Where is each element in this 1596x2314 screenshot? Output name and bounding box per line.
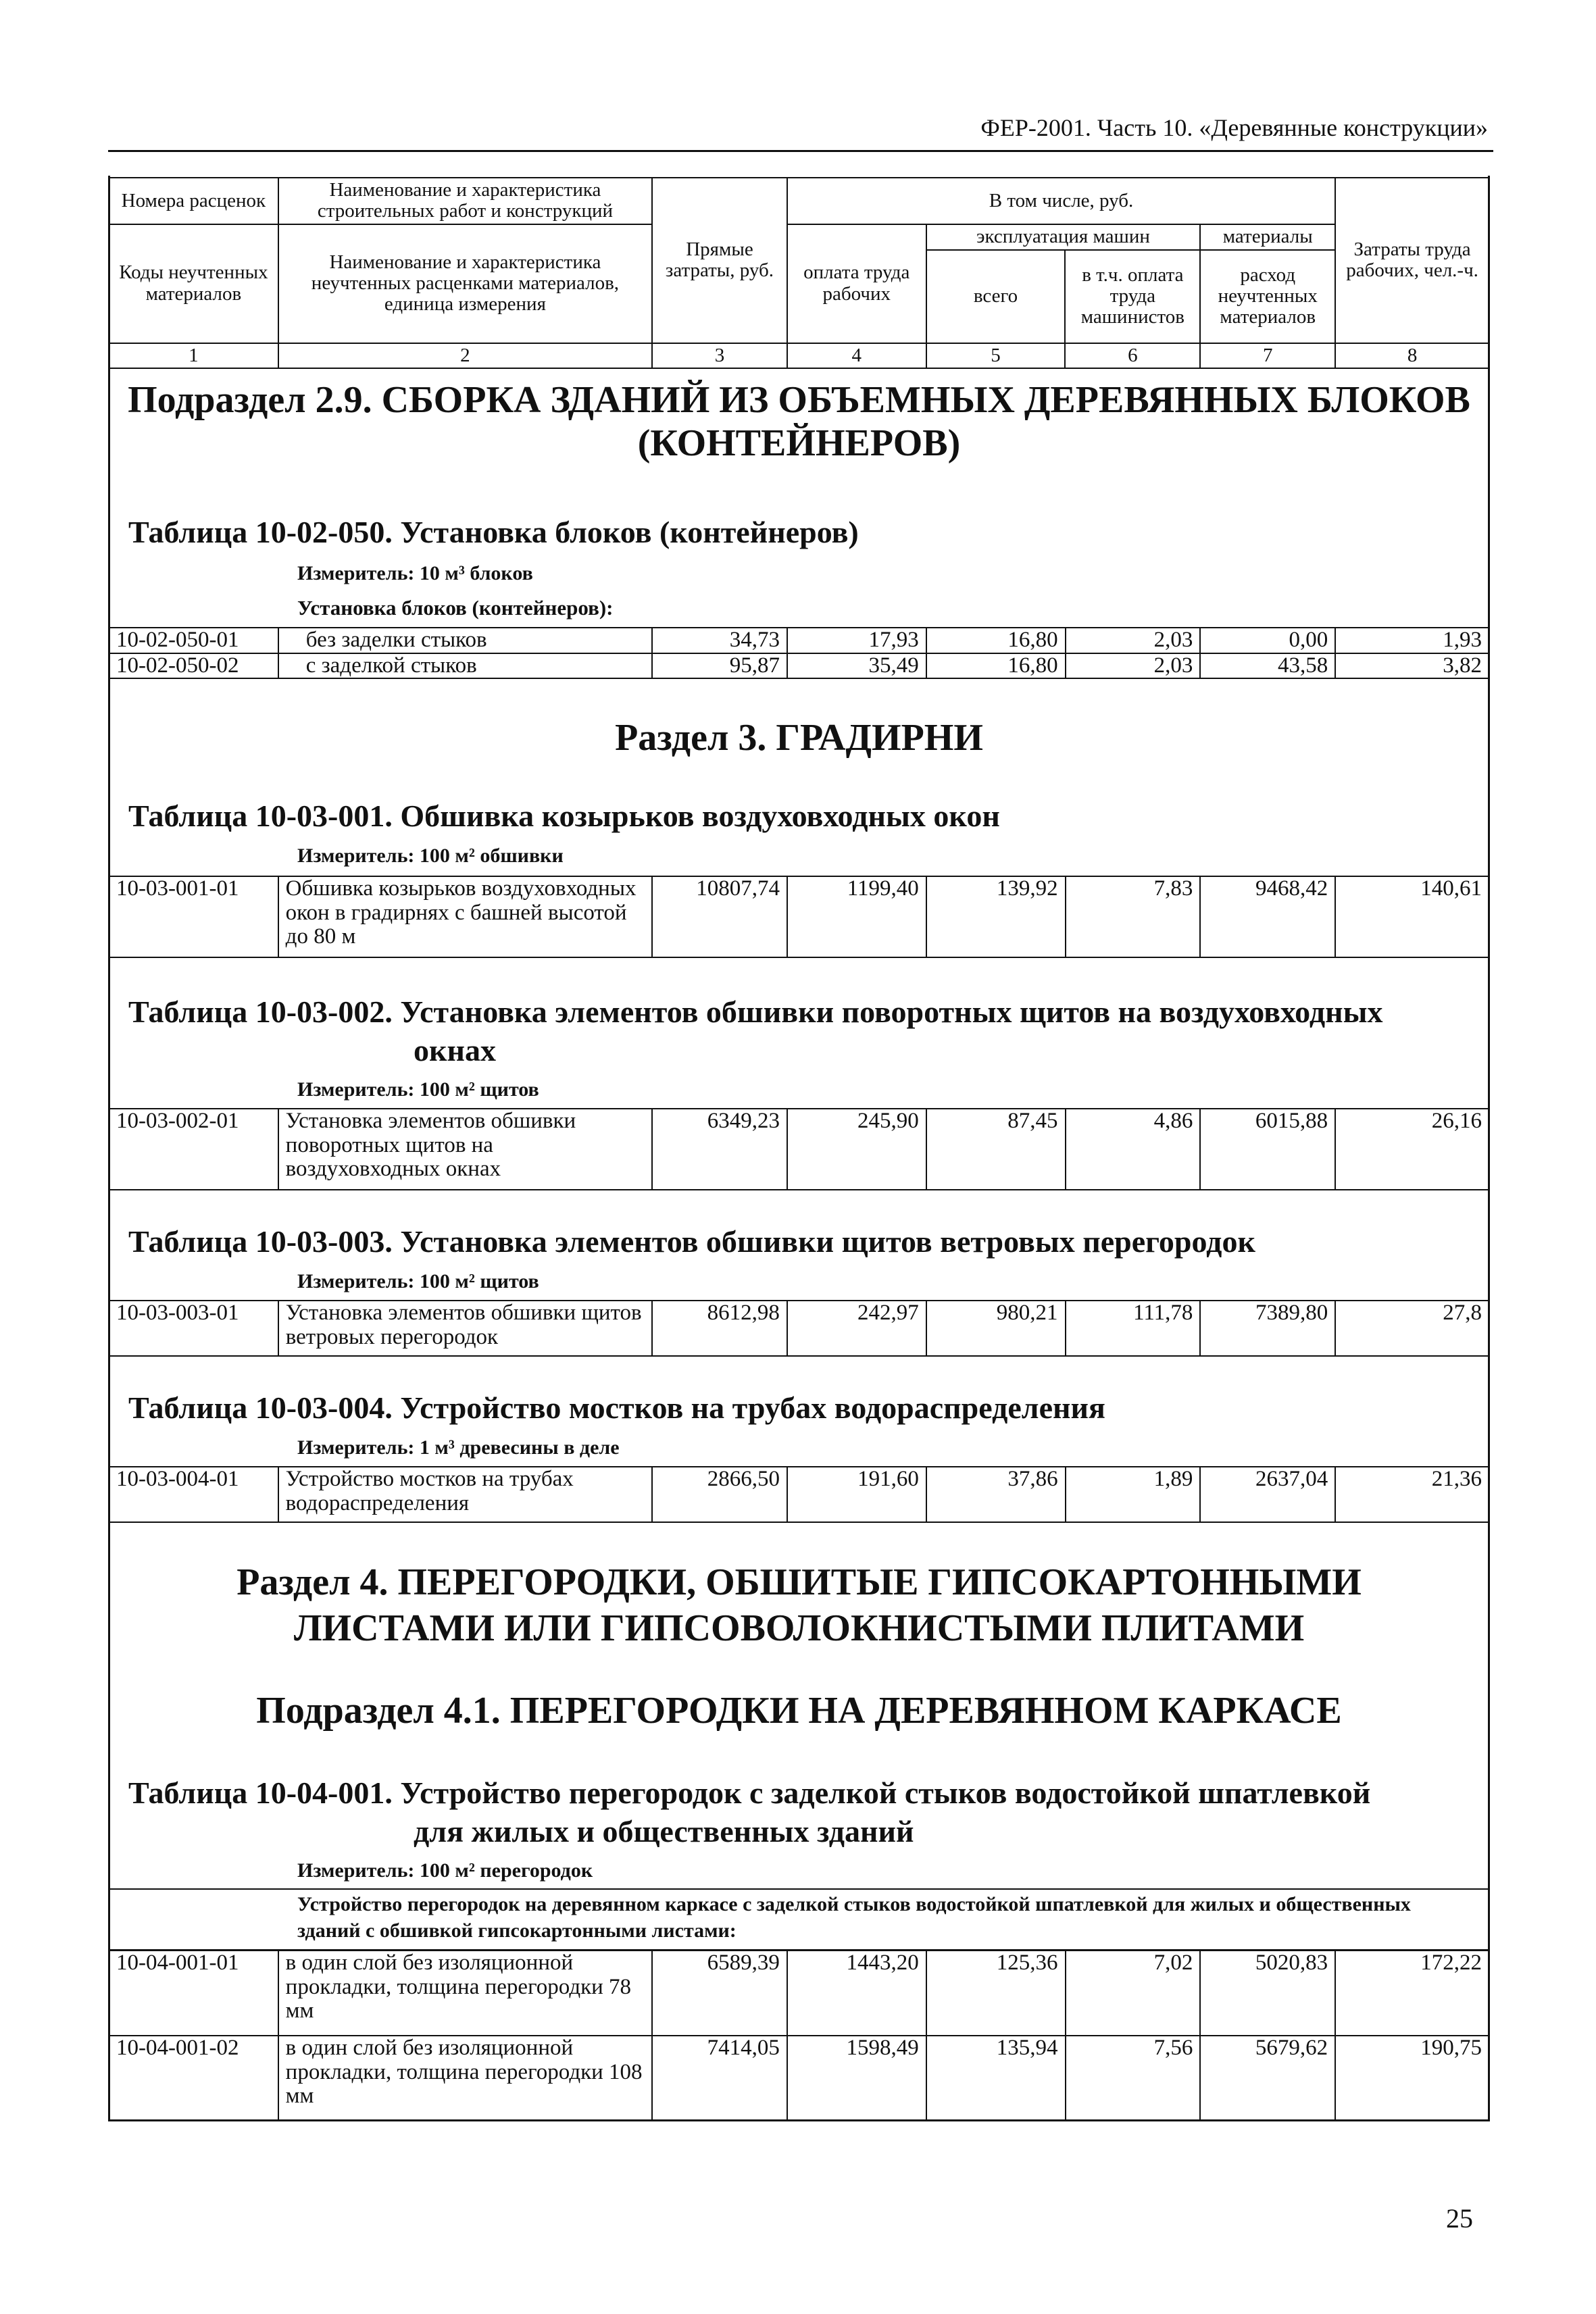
group-heading: Устройство перегородок на деревянном каркасе с заделкой стыков водостойкой шпатлевкой для жилых и общественных зданий с обшивкой гипсокартонными листами: <box>297 1893 1411 1942</box>
header-col5: всего <box>926 250 1066 343</box>
header-col2-top: Наименование и характеристика строительных работ и конструкций <box>278 178 652 224</box>
col-number: 4 <box>787 343 926 368</box>
table-row <box>109 653 1489 679</box>
table-title: Таблица 10-03-002. Установка элементов обшивки поворотных щитов на воздуховходных <box>128 995 1383 1029</box>
materials-cost: 43,58 <box>1200 653 1335 679</box>
subsection-title: Подраздел 4.1. ПЕРЕГОРОДКИ НА ДЕРЕВЯННОМ КАРКАСЕ <box>256 1690 1342 1732</box>
labor-pay: 1598,49 <box>787 2036 926 2121</box>
col-number: 7 <box>1200 343 1335 368</box>
direct-cost: 7414,05 <box>652 2036 787 2121</box>
table-row <box>109 1301 1489 1356</box>
data-table <box>108 627 1490 679</box>
header-incl: В том числе, руб. <box>787 178 1335 224</box>
table-meter: Измеритель: 1 м³ древесины в деле <box>297 1436 620 1459</box>
col-number: 2 <box>278 343 652 368</box>
labor-hours: 27,8 <box>1335 1301 1489 1356</box>
materials-cost: 9468,42 <box>1200 876 1335 957</box>
work-name: в один слой без изоляционной прокладки, толщина перегородки 108 мм <box>278 2036 652 2121</box>
section-title-cont: ЛИСТАМИ ИЛИ ГИПСОВОЛОКНИСТЫМИ ПЛИТАМИ <box>293 1607 1305 1649</box>
header-col8: Затраты труда рабочих, чел.-ч. <box>1335 178 1489 343</box>
table-title: Таблица 10-03-004. Устройство мостков на трубах водораспределения <box>128 1390 1105 1425</box>
machinists-pay: 111,78 <box>1066 1301 1201 1356</box>
machines-total: 16,80 <box>926 653 1066 679</box>
subsection-title: Подраздел 2.9. СБОРКА ЗДАНИЙ ИЗ ОБЪЕМНЫХ ДЕРЕВЯННЫХ БЛОКОВ (КОНТЕЙНЕРОВ) <box>128 379 1470 465</box>
col-number: 5 <box>926 343 1066 368</box>
labor-pay: 245,90 <box>787 1109 926 1190</box>
labor-hours: 172,22 <box>1335 1951 1489 2036</box>
labor-hours: 140,61 <box>1335 876 1489 957</box>
table-meter: Измеритель: 10 м³ блоков <box>297 562 533 584</box>
machines-total: 980,21 <box>926 1301 1066 1356</box>
materials-cost: 7389,80 <box>1200 1301 1335 1356</box>
table-title-cont: для жилых и общественных зданий <box>414 1814 914 1848</box>
data-table <box>108 1466 1490 1523</box>
labor-hours: 1,93 <box>1335 628 1489 653</box>
group-heading-box <box>108 1888 1490 1951</box>
section-title: Раздел 3. ГРАДИРНИ <box>615 717 983 759</box>
table-row <box>109 1951 1489 2036</box>
machinists-pay: 7,56 <box>1066 2036 1201 2121</box>
table-title: Таблица 10-03-003. Установка элементов обшивки щитов ветровых перегородок <box>128 1224 1255 1259</box>
group-heading: Установка блоков (контейнеров): <box>297 596 614 620</box>
table-title: Таблица 10-04-001. Устройство перегородок с заделкой стыков водостойкой шпатлевкой <box>128 1776 1371 1810</box>
rate-code: 10-04-001-02 <box>109 2036 278 2121</box>
data-table <box>108 1108 1490 1190</box>
data-table <box>108 1950 1490 2121</box>
materials-cost: 2637,04 <box>1200 1467 1335 1522</box>
col-number: 3 <box>652 343 787 368</box>
machines-total: 87,45 <box>926 1109 1066 1190</box>
header-col3: Прямые затраты, руб. <box>652 178 787 343</box>
page-number: 25 <box>1446 2203 1473 2234</box>
direct-cost: 6349,23 <box>652 1109 787 1190</box>
header-col4: оплата труда рабочих <box>787 224 926 343</box>
materials-cost: 0,00 <box>1200 628 1335 653</box>
rate-code: 10-02-050-02 <box>109 653 278 679</box>
table-row <box>109 2036 1489 2121</box>
machinists-pay: 2,03 <box>1066 628 1201 653</box>
machines-total: 135,94 <box>926 2036 1066 2121</box>
work-name: Обшивка козырьков воздуховходных окон в градирнях с башней высотой до 80 м <box>278 876 652 957</box>
header-col7: расход неучтенных материалов <box>1200 250 1335 343</box>
materials-cost: 5020,83 <box>1200 1951 1335 2036</box>
labor-pay: 1199,40 <box>787 876 926 957</box>
machinists-pay: 4,86 <box>1066 1109 1201 1190</box>
labor-pay: 17,93 <box>787 628 926 653</box>
col-number: 6 <box>1065 343 1200 368</box>
rate-code: 10-02-050-01 <box>109 628 278 653</box>
table-title-cont: окнах <box>414 1033 497 1067</box>
work-name: без заделки стыков <box>278 628 652 653</box>
labor-pay: 1443,20 <box>787 1951 926 2036</box>
work-name: в один слой без изоляционной прокладки, толщина перегородки 78 мм <box>278 1951 652 2036</box>
header-machines: эксплуатация машин <box>926 224 1201 250</box>
rate-code: 10-03-002-01 <box>109 1109 278 1190</box>
header-rule <box>108 150 1493 152</box>
section-title: Раздел 4. ПЕРЕГОРОДКИ, ОБШИТЫЕ ГИПСОКАРТОННЫМИ <box>236 1561 1362 1603</box>
machinists-pay: 7,83 <box>1066 876 1201 957</box>
labor-hours: 190,75 <box>1335 2036 1489 2121</box>
col-number: 8 <box>1335 343 1489 368</box>
header-col6: в т.ч. оплата труда машинистов <box>1065 250 1200 343</box>
direct-cost: 2866,50 <box>652 1467 787 1522</box>
table-row <box>109 628 1489 653</box>
data-table <box>108 876 1490 958</box>
work-name: с заделкой стыков <box>278 653 652 679</box>
labor-pay: 242,97 <box>787 1301 926 1356</box>
machinists-pay: 1,89 <box>1066 1467 1201 1522</box>
machines-total: 16,80 <box>926 628 1066 653</box>
direct-cost: 95,87 <box>652 653 787 679</box>
direct-cost: 10807,74 <box>652 876 787 957</box>
data-table <box>108 1300 1490 1357</box>
labor-hours: 3,82 <box>1335 653 1489 679</box>
table-title: Таблица 10-03-001. Обшивка козырьков воздуховходных окон <box>128 799 1000 833</box>
table-meter: Измеритель: 100 м² щитов <box>297 1270 539 1292</box>
table-meter: Измеритель: 100 м² обшивки <box>297 845 564 867</box>
table-row <box>109 876 1489 957</box>
table-meter: Измеритель: 100 м² щитов <box>297 1078 539 1101</box>
machines-total: 37,86 <box>926 1467 1066 1522</box>
column-header-table <box>108 177 1490 369</box>
work-name: Установка элементов обшивки щитов ветровых перегородок <box>278 1301 652 1356</box>
work-name: Устройство мостков на трубах водораспределения <box>278 1467 652 1522</box>
running-header: ФЕР-2001. Часть 10. «Деревянные конструкции» <box>980 114 1488 141</box>
labor-hours: 26,16 <box>1335 1109 1489 1190</box>
direct-cost: 6589,39 <box>652 1951 787 2036</box>
header-col2-bottom: Наименование и характеристика неучтенных расценками материалов, единица измерения <box>278 224 652 343</box>
rate-code: 10-03-004-01 <box>109 1467 278 1522</box>
table-title: Таблица 10-02-050. Установка блоков (контейнеров) <box>128 515 859 549</box>
materials-cost: 5679,62 <box>1200 2036 1335 2121</box>
col-number: 1 <box>109 343 278 368</box>
work-name: Установка элементов обшивки поворотных щитов на воздуховходных окнах <box>278 1109 652 1190</box>
rate-code: 10-03-001-01 <box>109 876 278 957</box>
machines-total: 125,36 <box>926 1951 1066 2036</box>
direct-cost: 34,73 <box>652 628 787 653</box>
table-row <box>109 1467 1489 1522</box>
header-materials: материалы <box>1200 224 1335 250</box>
rate-code: 10-04-001-01 <box>109 1951 278 2036</box>
machinists-pay: 2,03 <box>1066 653 1201 679</box>
header-col1-top: Номера расценок <box>109 178 278 224</box>
table-meter: Измеритель: 100 м² перегородок <box>297 1859 593 1882</box>
labor-pay: 191,60 <box>787 1467 926 1522</box>
materials-cost: 6015,88 <box>1200 1109 1335 1190</box>
header-col1-bottom: Коды неучтенных материалов <box>109 224 278 343</box>
machines-total: 139,92 <box>926 876 1066 957</box>
rate-code: 10-03-003-01 <box>109 1301 278 1356</box>
table-row <box>109 1109 1489 1190</box>
labor-pay: 35,49 <box>787 653 926 679</box>
direct-cost: 8612,98 <box>652 1301 787 1356</box>
labor-hours: 21,36 <box>1335 1467 1489 1522</box>
machinists-pay: 7,02 <box>1066 1951 1201 2036</box>
